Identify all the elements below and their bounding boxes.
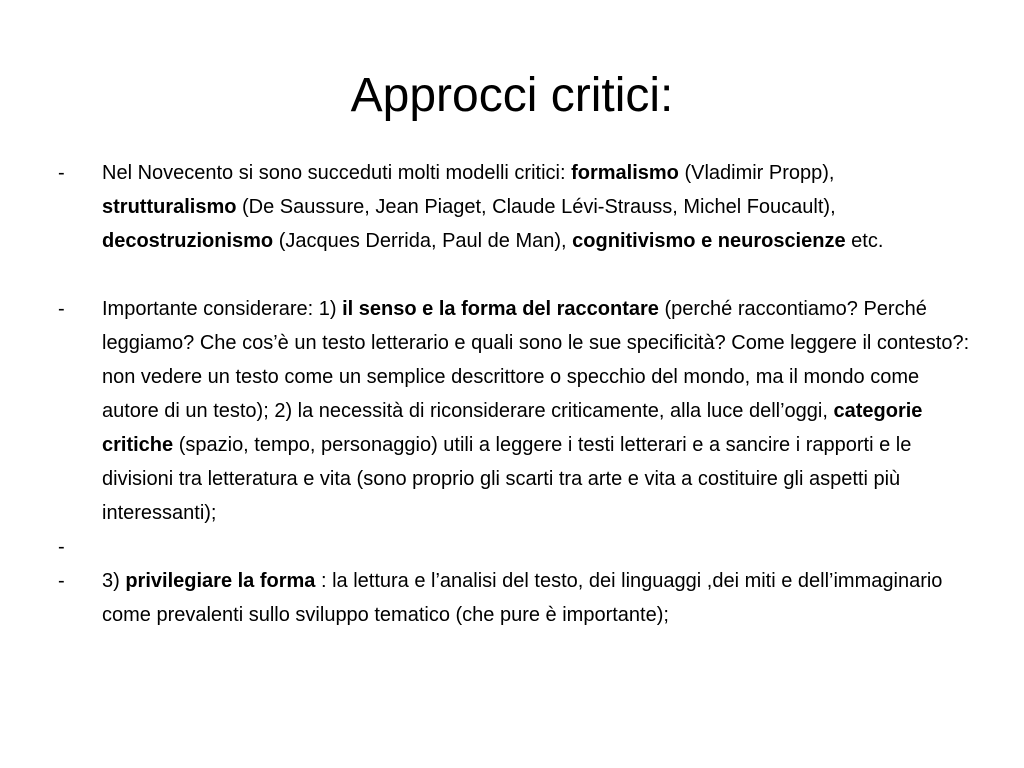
text-run: (De Saussure, Jean Piaget, Claude Lévi-Strauss, Michel Foucault), bbox=[236, 196, 836, 218]
slide-title: Approcci critici: bbox=[350, 69, 674, 122]
bullet-item-importante bbox=[58, 292, 970, 530]
bullet-item-forma bbox=[58, 564, 970, 632]
text-run: Importante considerare: 1) bbox=[102, 298, 343, 320]
text-run: (Vladimir Propp), bbox=[678, 162, 835, 184]
bold-term-formalismo: formalismo bbox=[571, 162, 679, 184]
bold-term-privilegiare-forma: privilegiare la forma bbox=[125, 570, 316, 592]
bullet-item-novecento bbox=[58, 156, 970, 258]
paragraph-spacer bbox=[58, 258, 970, 292]
text-run: (spazio, tempo, personaggio) utili a leggere i testi letterari e a sancire i rapporti e le divisioni tra letteratura e vita (sono proprio gli scarti tra arte e vita a costituire gli aspetti più interessanti); bbox=[102, 434, 912, 524]
bold-term-senso-forma: il senso e la forma del raccontare bbox=[342, 298, 659, 320]
bold-term-strutturalismo: strutturalismo bbox=[102, 196, 237, 218]
bold-term-categorie-critiche: categorie critiche bbox=[102, 400, 923, 456]
bullet-dash: - bbox=[58, 298, 65, 320]
bold-term-decostruzionismo: decostruzionismo bbox=[102, 230, 274, 252]
text-run: Nel Novecento si sono succeduti molti modelli critici: bbox=[102, 162, 572, 184]
text-run: : la lettura e l’analisi del testo, dei linguaggi ,dei miti e dell’immaginario come prevalenti sullo sviluppo tematico (che pure è importante); bbox=[102, 570, 943, 626]
slide-body bbox=[58, 156, 970, 632]
text-run: (perché raccontiamo? Perché leggiamo? Che cos’è un testo letterario e quali sono le sue specificità? Come leggere il contesto?: non vedere un testo come un semplice descrittore o specchio del mondo, ma il mondo come autore di un testo); 2) la necessità di riconsiderare criticamente, alla luce dell’oggi, bbox=[102, 298, 970, 422]
bullet-text bbox=[102, 564, 970, 632]
text-run: etc. bbox=[845, 230, 884, 252]
bullet-text bbox=[102, 156, 970, 258]
bullet-dash: - bbox=[58, 570, 65, 592]
text-run: (Jacques Derrida, Paul de Man), bbox=[273, 230, 573, 252]
bullet-item-empty bbox=[58, 530, 970, 564]
bullet-dash: - bbox=[58, 162, 65, 184]
text-run: 3) bbox=[102, 570, 126, 592]
bullet-text bbox=[102, 292, 970, 530]
bullet-dash: - bbox=[58, 536, 65, 558]
bold-term-cognitivismo: cognitivismo e neuroscienze bbox=[572, 230, 846, 252]
